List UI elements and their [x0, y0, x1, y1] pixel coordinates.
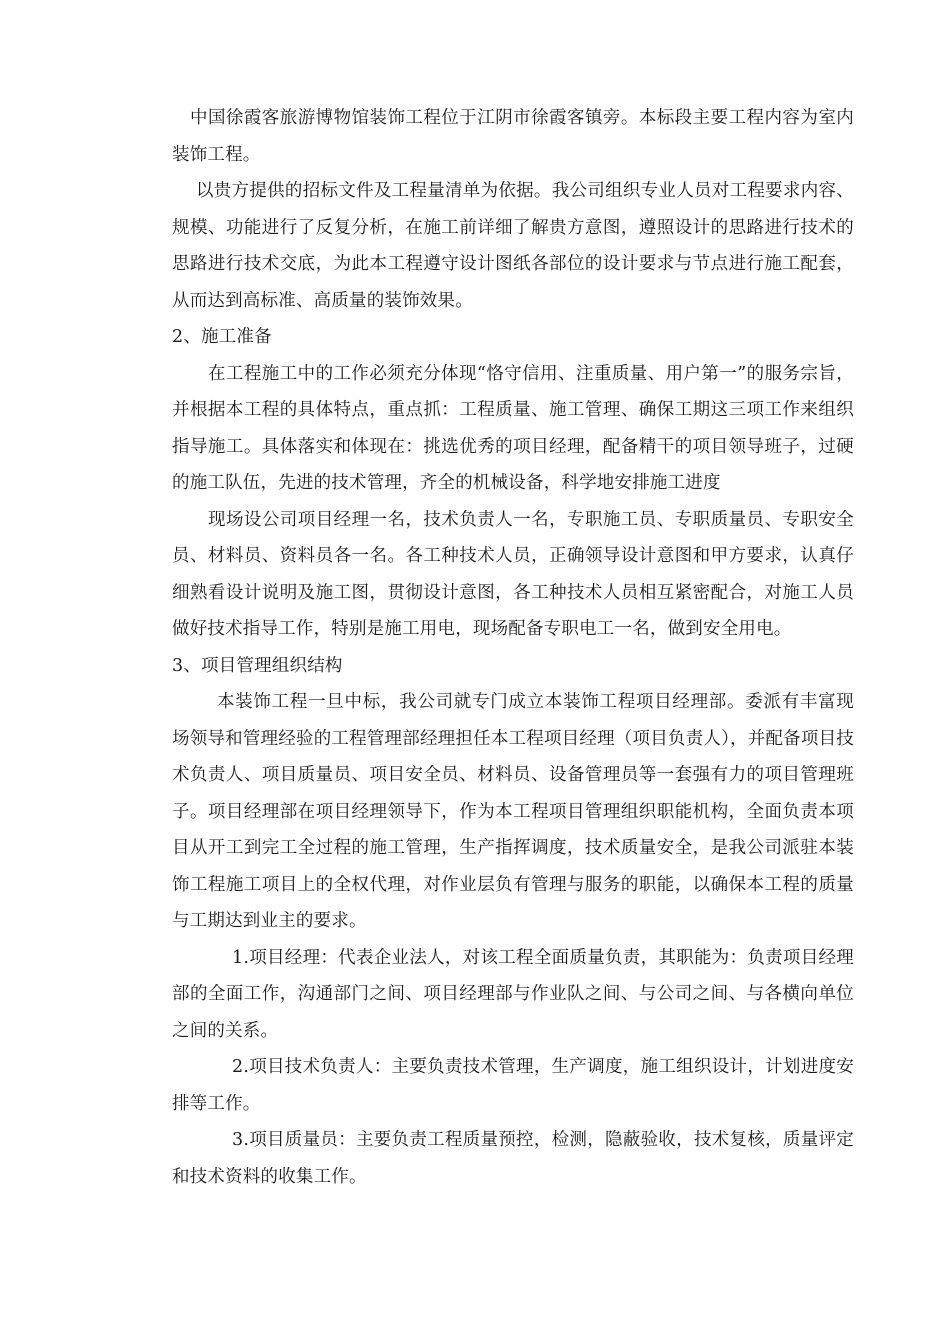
list-item-text: 项目质量员：主要负责工程质量预控，检测，隐蔽验收，技术复核，质量评定和技术资料的收集工作。 — [172, 1130, 854, 1187]
paragraph-service-tenet: 在工程施工中的工作必须充分体现“恪守信用、注重质量、用户第一”的服务宗旨，并根据本工程的具体特点，重点抓：工程质量、施工管理、确保工期这三项工作来组织指导施工。具体落实和体现在：挑选优秀的项目经理，配备精干的项目领导班子，过硬的施工队伍，先进的技术管理，齐全的机械设备，科学地安排施工进度 — [172, 363, 854, 493]
list-item-number: 2. — [232, 1057, 250, 1077]
list-item — [172, 1122, 854, 1195]
heading-project-organization: 3、项目管理组织结构 — [172, 655, 343, 676]
paragraph-basis: 以贵方提供的招标文件及工程量清单为依据。我公司组织专业人员对工程要求内容、规模、功能进行了反复分析，在施工前详细了解贵方意图，遵照设计的思路进行技术的思路进行技术交底，为此本工程遵守设计图纸各部位的设计要求与节点进行施工配套，从而达到高标准、高质量的装饰效果。 — [172, 181, 854, 311]
paragraph-site-staffing: 现场设公司项目经理一名，技术负责人一名，专职施工员、专职质量员、专职安全员、材料员、资料员各一名。各工种技术人员，正确领导设计意图和甲方要求，认真仔细熟看设计说明及施工图，贯彻设计意图，各工种技术人员相互紧密配合，对施工人员做好技术指导工作，特别是施工用电，现场配备专职电工一名，做到安全用电。 — [172, 509, 854, 639]
list-item — [172, 940, 854, 1050]
paragraph-project-department: 本装饰工程一旦中标，我公司就专门成立本装饰工程项目经理部。委派有丰富现场领导和管理经验的工程管理部经理担任本工程项目经理（项目负责人），并配备项目技术负责人、项目质量员、项目安全员、材料员、设备管理员等一套强有力的项目管理班子。项目经理部在项目经理领导下，作为本工程项目管理组织职能机构，全面负责本项目从开工到完工全过程的施工管理，生产指挥调度，技术质量安全，是我公司派驻本装饰工程施工项目上的全权代理，对作业层负有管理与服务的职能，以确保本工程的质量与工期达到业主的要求。 — [172, 692, 854, 931]
list-item-text: 项目技术负责人：主要负责技术管理，生产调度，施工组织设计，计划进度安排等工作。 — [172, 1057, 854, 1114]
list-item-text: 项目经理：代表企业法人，对该工程全面质量负责，其职能为：负责项目经理部的全面工作，沟通部门之间、项目经理部与作业队之间、与公司之间、与各横向单位之间的关系。 — [172, 947, 854, 1041]
list-item-number: 3. — [232, 1130, 250, 1150]
paragraph-project-location: 中国徐霞客旅游博物馆装饰工程位于江阴市徐霞客镇旁。本标段主要工程内容为室内装饰工程。 — [172, 108, 854, 165]
heading-construction-preparation: 2、施工准备 — [172, 327, 272, 347]
list-item — [172, 1049, 854, 1122]
list-item-number: 1. — [232, 947, 250, 968]
document-body — [172, 100, 854, 1195]
